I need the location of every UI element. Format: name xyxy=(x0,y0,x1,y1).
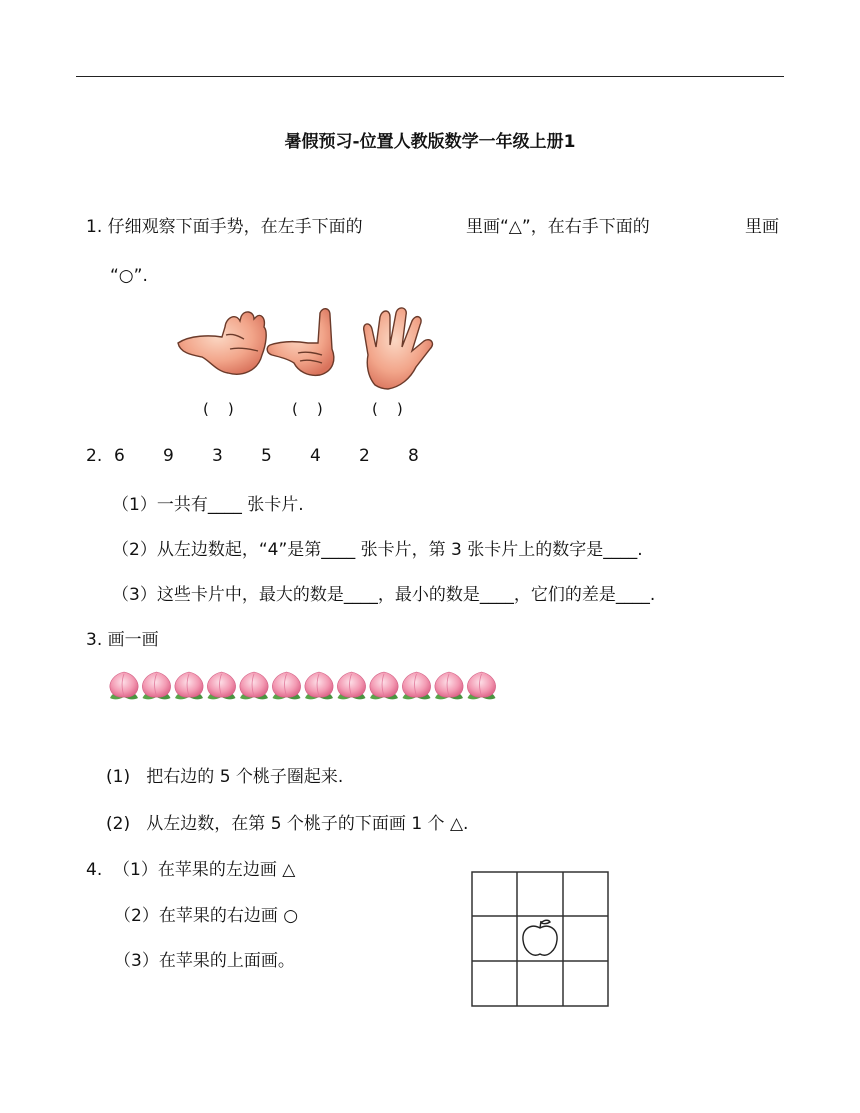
grid-border xyxy=(472,872,608,1006)
card-number: 4 xyxy=(310,446,321,466)
question-2-sub-2: （2）从左边数起，“4”是第____ 张卡片，第 3 张卡片上的数字是____. xyxy=(112,540,643,560)
peach-icon xyxy=(305,672,333,699)
top-rule xyxy=(76,76,784,77)
card-number: 8 xyxy=(408,446,419,466)
answer-paren-1[interactable]: ( ) xyxy=(203,400,234,418)
question-1-line-2: “○”. xyxy=(110,266,148,286)
answer-paren-3[interactable]: ( ) xyxy=(372,400,403,418)
card-number: 9 xyxy=(163,446,174,466)
peach-icon xyxy=(240,672,268,699)
peach-icon xyxy=(175,672,203,699)
peach-icon xyxy=(402,672,430,699)
peach-icon xyxy=(272,672,300,699)
question-3-sub-2: (2) 从左边数，在第 5 个桃子的下面画 1 个 △. xyxy=(106,814,469,834)
question-1-line-1 xyxy=(86,216,786,304)
question-2-sub-3: （3）这些卡片中，最大的数是____，最小的数是____，它们的差是____. xyxy=(112,585,656,605)
right-hand-icon xyxy=(364,308,433,389)
peach-icon xyxy=(142,672,170,699)
answer-paren-2[interactable]: ( ) xyxy=(292,400,323,418)
question-2-sub-1: （1）一共有____ 张卡片. xyxy=(112,495,304,515)
left-hand-icon xyxy=(178,312,266,374)
card-number: 2 xyxy=(359,446,370,466)
peach-icon xyxy=(337,672,365,699)
question-3-sub-1: (1) 把右边的 5 个桃子圈起来. xyxy=(106,767,344,787)
question-1-mid: 里画“△”，在右手下面的 xyxy=(466,217,650,237)
peach-icon xyxy=(370,672,398,699)
peach-icon xyxy=(207,672,235,699)
question-1-lead: 1. 仔细观察下面手势，在左手下面的 xyxy=(86,217,363,237)
position-grid[interactable] xyxy=(471,871,609,1007)
apple-icon xyxy=(523,920,557,955)
question-4-sub-1: 4. （1）在苹果的左边画 △ xyxy=(86,860,296,880)
question-4-sub-3: （3）在苹果的上面画。 xyxy=(114,951,295,971)
peach-icon xyxy=(435,672,463,699)
page-title: 暑假预习-位置人教版数学一年级上册1 xyxy=(284,132,576,152)
peach-icon xyxy=(110,672,138,699)
question-1-tail: 里画 xyxy=(745,217,779,237)
card-number: 5 xyxy=(261,446,272,466)
card-number: 6 xyxy=(114,446,125,466)
peach-row-image xyxy=(108,668,500,702)
question-3-header: 3. 画一画 xyxy=(86,630,159,650)
hand-gestures-image xyxy=(170,305,440,390)
card-number: 3 xyxy=(212,446,223,466)
peach-icon xyxy=(467,672,495,699)
question-2-label: 2. xyxy=(86,446,103,466)
middle-hand-icon xyxy=(267,309,334,376)
question-4-sub-2: （2）在苹果的右边画 ○ xyxy=(114,906,299,926)
